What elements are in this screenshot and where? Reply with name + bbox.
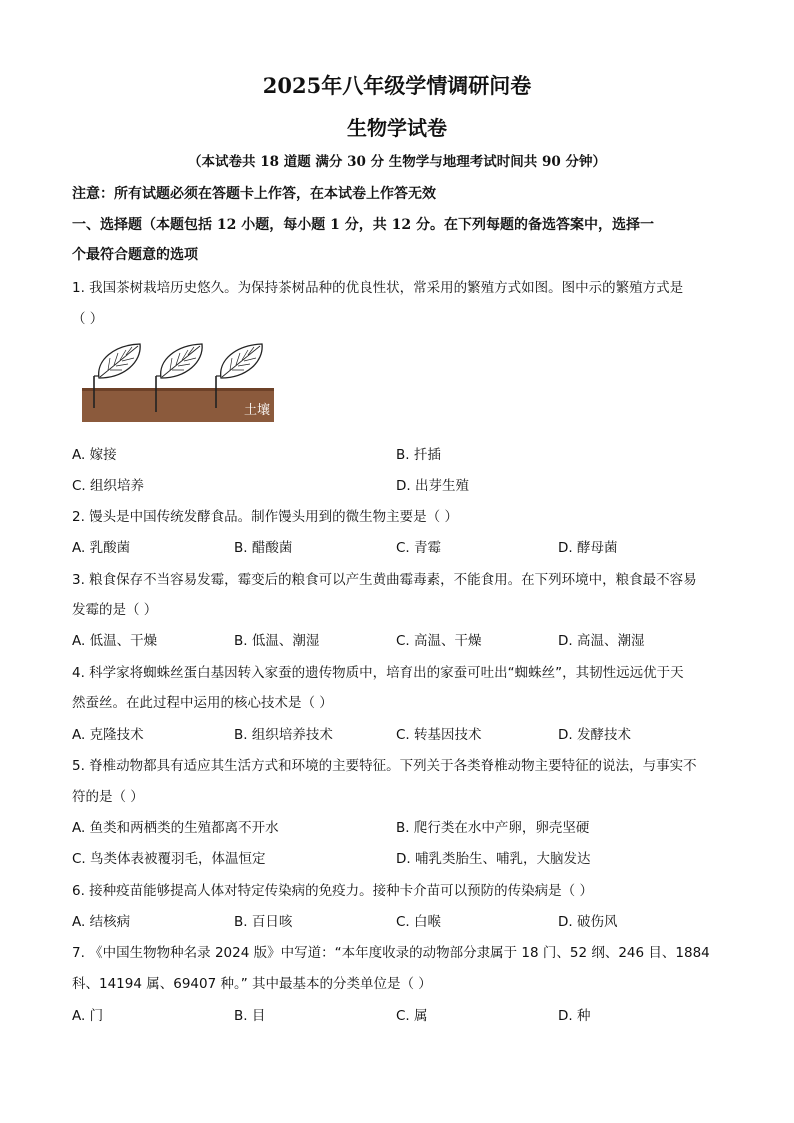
- page-subtitle: 生物学试卷: [347, 116, 447, 140]
- question-2: 2. 馒头是中国传统发酵食品。制作馒头用到的微生物主要是（ ）: [72, 509, 458, 525]
- question-4-line2: 然蚕丝。在此过程中运用的核心技术是（ ）: [72, 695, 333, 711]
- q1-option-c: C. 组织培养: [72, 478, 145, 494]
- question-5-line2: 符的是（ ）: [72, 789, 144, 805]
- question-3-line1: 3. 粮食保存不当容易发霉，霉变后的粮食可以产生黄曲霉毒素，不能食用。在下列环境中，粮食最不容易: [72, 572, 697, 588]
- question-3-line2: 发霉的是（ ）: [72, 602, 158, 618]
- soil-label: 土壤: [243, 403, 271, 418]
- question-1-line1: 1. 我国茶树栽培历史悠久。为保持茶树品种的优良性状，常采用的繁殖方式如图。图中示的繁殖方式是: [72, 280, 684, 296]
- section-heading-line2: 个最符合题意的选项: [72, 247, 198, 263]
- q2-option-b: B. 醋酸菌: [234, 540, 293, 556]
- q5-option-c: C. 鸟类体表被覆羽毛，体温恒定: [72, 851, 266, 867]
- q1-option-a: A. 嫁接: [72, 447, 117, 463]
- q6-option-d: D. 破伤风: [558, 914, 618, 930]
- cutting-propagation-figure: [82, 342, 274, 424]
- page-title: 2025年八年级学情调研问卷: [262, 73, 532, 98]
- q4-option-b: B. 组织培养技术: [234, 727, 333, 743]
- q4-option-d: D. 发酵技术: [558, 727, 631, 743]
- q3-option-b: B. 低温、潮湿: [234, 633, 320, 649]
- q7-option-a: A. 门: [72, 1008, 104, 1024]
- q7-option-b: B. 目: [234, 1008, 266, 1024]
- q3-option-c: C. 高温、干燥: [396, 633, 482, 649]
- q4-option-c: C. 转基因技术: [396, 727, 482, 743]
- q2-option-d: D. 酵母菌: [558, 540, 618, 556]
- question-1-line2: （ ）: [72, 311, 104, 327]
- q1-option-d: D. 出芽生殖: [396, 478, 469, 494]
- question-5-line1: 5. 脊椎动物都具有适应其生活方式和环境的主要特征。下列关于各类脊椎动物主要特征的说法，与事实不: [72, 758, 697, 774]
- q1-option-b: B. 扦插: [396, 447, 441, 463]
- q2-option-c: C. 青霉: [396, 540, 442, 556]
- notice: 注意：所有试题必须在答题卡上作答，在本试卷上作答无效: [72, 186, 436, 202]
- question-4-line1: 4. 科学家将蜘蛛丝蛋白基因转入家蚕的遗传物质中，培育出的家蚕可吐出“蜘蛛丝”，其韧性远远优于天: [72, 665, 684, 681]
- q7-option-c: C. 属: [396, 1008, 428, 1024]
- q3-option-d: D. 高温、潮湿: [558, 633, 645, 649]
- q3-option-a: A. 低温、干燥: [72, 633, 158, 649]
- q2-option-a: A. 乳酸菌: [72, 540, 131, 556]
- q6-option-a: A. 结核病: [72, 914, 131, 930]
- q5-option-a: A. 鱼类和两栖类的生殖都离不开水: [72, 820, 279, 836]
- question-7-line2: 科、14194 属、69407 种。” 其中最基本的分类单位是（ ）: [72, 976, 432, 992]
- q6-option-c: C. 白喉: [396, 914, 442, 930]
- question-7-line1: 7. 《中国生物物种名录 2024 版》中写道：“本年度收录的动物部分隶属于 18 门、52 纲、246 目、1884: [72, 945, 710, 961]
- q4-option-a: A. 克隆技术: [72, 727, 144, 743]
- q6-option-b: B. 百日咳: [234, 914, 293, 930]
- section-heading-line1: 一、选择题（本题包括 12 小题，每小题 1 分，共 12 分。在下列每题的备选答案中，选择一: [72, 217, 654, 233]
- q5-option-d: D. 哺乳类胎生、哺乳，大脑发达: [396, 851, 591, 867]
- exam-info: （本试卷共 18 道题 满分 30 分 生物学与地理考试时间共 90 分钟）: [188, 154, 606, 170]
- question-6: 6. 接种疫苗能够提高人体对特定传染病的免疫力。接种卡介苗可以预防的传染病是（ ）: [72, 883, 593, 899]
- q7-option-d: D. 种: [558, 1008, 591, 1024]
- q5-option-b: B. 爬行类在水中产卵，卵壳坚硬: [396, 820, 590, 836]
